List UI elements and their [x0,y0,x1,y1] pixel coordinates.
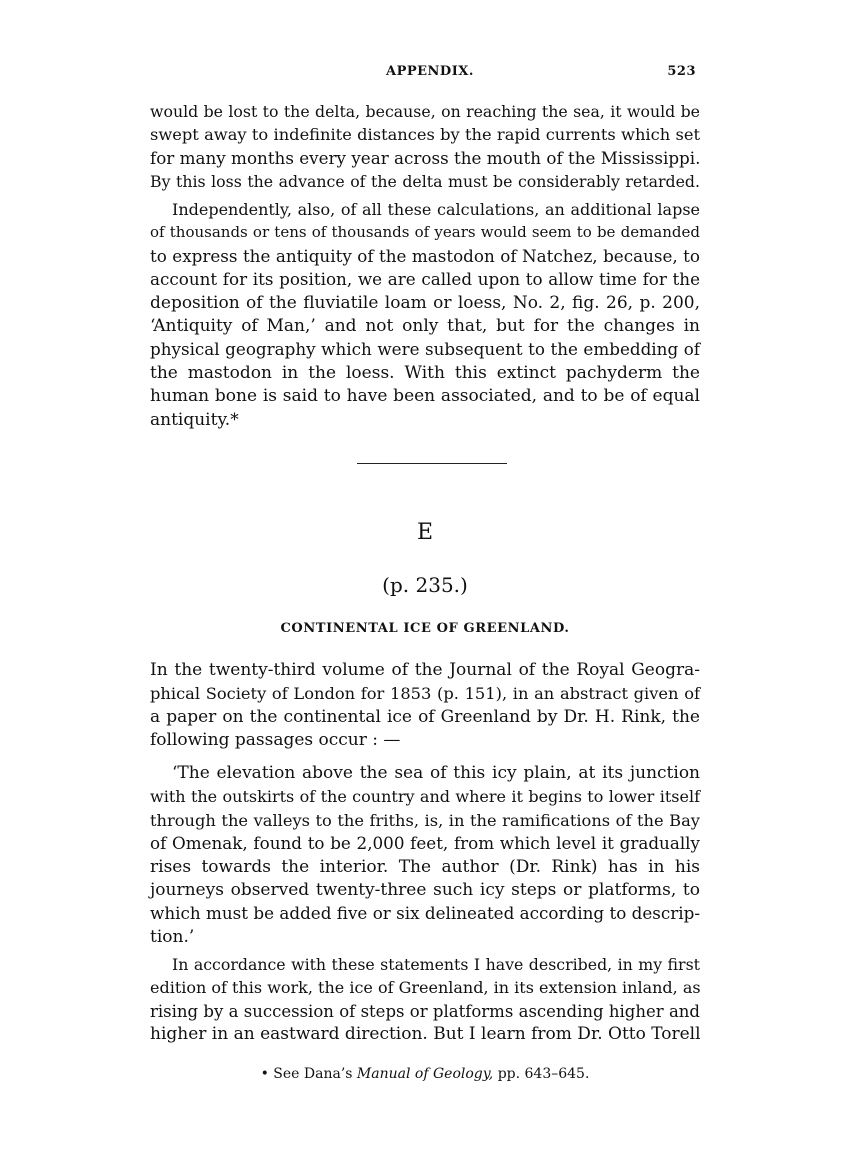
page-number: 523 [667,64,696,79]
text-line: By this loss the advance of the delta must be considerably retarded. [150,172,700,192]
text-line: through the valleys to the friths, is, in the ramifications of the Bay [150,810,700,830]
section-page-reference: (p. 235.) [382,573,468,597]
book-page [150,0,700,1150]
section-divider [357,463,507,464]
paragraph-delta [150,100,700,194]
text-line: ‘Antiquity of Man,’ and not only that, but for the changes in [150,315,700,336]
text-line: Independently, also, of all these calculations, an additional lapse [172,200,700,219]
text-line: swept away to indefinite distances by the rapid currents which set [150,125,700,145]
text-line: would be lost to the delta, because, on reaching the sea, it would be [150,102,700,121]
footnote-book-title: Manual of Geology, [356,1066,494,1082]
text-line: rises towards the interior. The author (Dr. Rink) has in his [150,856,700,877]
text-line: following passages occur : — [150,730,401,751]
text-line: tion.’ [150,926,195,947]
text-line: with the outskirts of the country and where it begins to lower itself [150,787,700,807]
page-header [150,64,700,86]
footnote-pages: pp. 643–645. [493,1066,590,1082]
paragraph-accordance [150,953,700,1047]
paragraph-journal [150,659,700,753]
text-line: journeys observed twenty-three such icy steps or platforms, to [150,879,700,900]
text-line: antiquity.* [150,409,239,430]
text-line: which must be added five or six delineated according to descrip- [150,903,700,924]
section-title: CONTINENTAL ICE OF GREENLAND. [280,621,570,636]
text-line: of thousands or tens of thousands of years would seem to be demanded [150,223,700,242]
text-line: human bone is said to have been associated, and to be of equal [150,386,700,407]
running-title: APPENDIX. [386,64,474,79]
text-line: a paper on the continental ice of Greenland by Dr. H. Rink, the [150,706,700,727]
text-line: for many months every year across the mouth of the Mississippi. [150,147,701,168]
text-line: higher in an eastward direction. But I learn from Dr. Otto Torell [150,1024,701,1045]
text-line: edition of this work, the ice of Greenland, in its extension inland, as [150,978,701,998]
paragraph-antiquity [150,198,700,432]
text-line: to express the antiquity of the mastodon of Natchez, because, to [150,245,700,266]
paragraph-quotation [150,762,700,949]
section-letter: E [416,520,434,545]
text-line: physical geography which were subsequent to the embedding of [150,339,700,360]
text-line: the mastodon in the loess. With this extinct pachyderm the [150,362,700,383]
text-line: account for its position, we are called upon to allow time for the [150,269,700,290]
text-line: phical Society of London for 1853 (p. 151), in an abstract given of [150,684,700,704]
text-line: In accordance with these statements I have described, in my first [172,955,700,974]
text-line: rising by a succession of steps or platforms ascending higher and [150,1001,700,1021]
text-line: of Omenak, found to be 2,000 feet, from which level it gradually [150,833,700,854]
text-line: ‘The elevation above the sea of this icy plain, at its junction [172,763,700,783]
footnote [150,1066,700,1082]
footnote-prefix: • See Dana’s [260,1066,357,1082]
text-line: In the twenty-third volume of the Journal of the Royal Geogra- [150,660,700,680]
text-line: deposition of the fluviatile loam or loess, No. 2, fig. 26, p. 200, [150,292,700,313]
